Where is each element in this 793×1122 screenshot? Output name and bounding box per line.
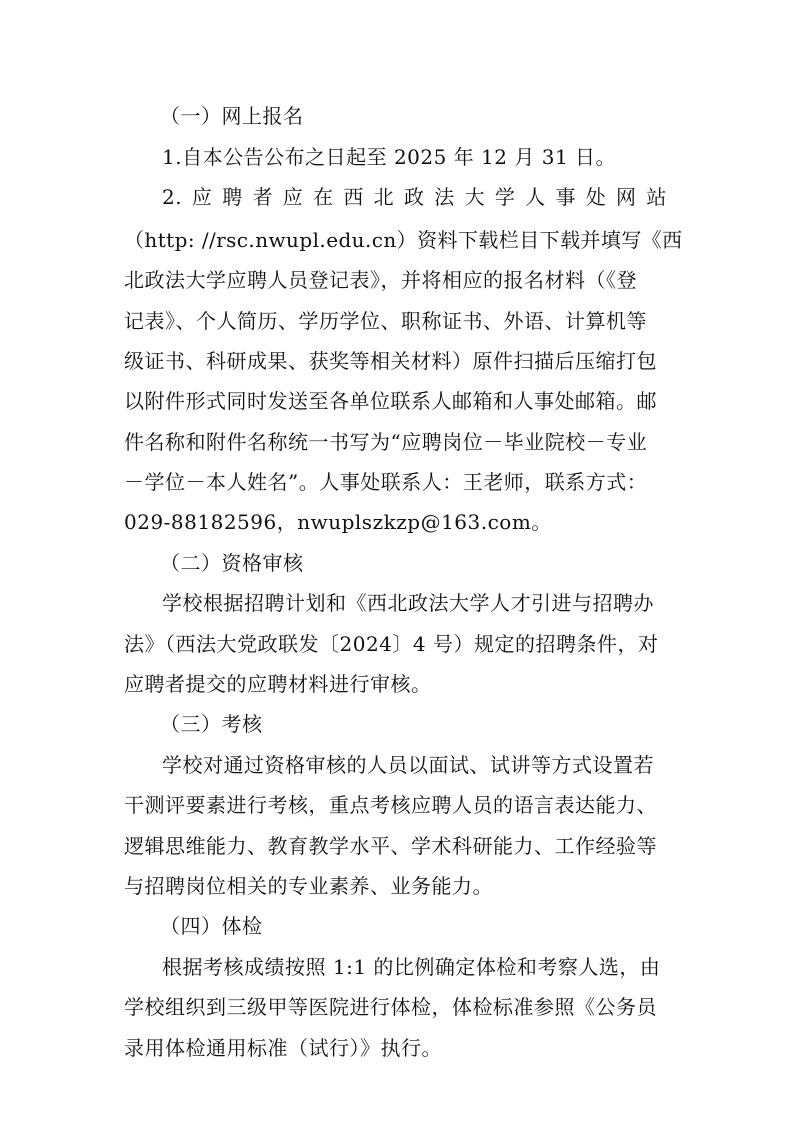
- paragraph-line: 学校根据招聘计划和《西北政法大学人才引进与招聘办: [162, 591, 654, 615]
- paragraph-char: 西: [343, 185, 364, 209]
- paragraph-line: 记表》、个人简历、学历学位、职称证书、外语、计算机等: [124, 309, 647, 333]
- paragraph-char: 应: [282, 185, 304, 209]
- paragraph-char: 处: [585, 185, 607, 209]
- paragraph-char: 人: [525, 185, 546, 209]
- paragraph-line: 学校组织到三级甲等医院进行体检，体检标准参照《公务员: [124, 995, 657, 1019]
- paragraph-line: （http: //rsc.nwupl.edu.cn）资料下载栏目下载并填写《西: [124, 228, 683, 252]
- section-heading-online-registration: （一）网上报名: [160, 104, 304, 128]
- paragraph-line: 级证书、科研成果、获奖等相关材料）原件扫描后压缩打包: [124, 349, 657, 373]
- paragraph-line: 与招聘岗位相关的专业素养、业务能力。: [124, 874, 493, 898]
- section-heading-medical-exam: （四）体检: [160, 914, 263, 938]
- paragraph-line: 1.自本公告公布之日起至 2025 年 12 月 31 日。: [162, 145, 617, 169]
- section-heading-assessment: （三）考核: [160, 712, 263, 736]
- paragraph-char: 应: [191, 185, 213, 209]
- paragraph-line: 法》（西法大党政联发〔2024〕4 号）规定的招聘条件，对: [124, 632, 659, 656]
- paragraph-char: 站: [646, 185, 667, 209]
- paragraph-line: 根据考核成绩按照 1:1 的比例确定体检和考察人选，由: [162, 955, 661, 979]
- paragraph-line: 件名称和附件名称统一书写为“应聘岗位－毕业院校－专业: [124, 430, 648, 454]
- paragraph-char: 2.: [162, 185, 183, 209]
- paragraph-char: 者: [252, 185, 273, 209]
- paragraph-char: 政: [403, 185, 425, 209]
- paragraph-line: 应聘者提交的应聘材料进行审核。: [124, 672, 432, 696]
- paragraph-char: 聘: [222, 185, 243, 209]
- paragraph-char: 网: [616, 185, 637, 209]
- paragraph-char: 事: [555, 185, 576, 209]
- paragraph-char: 在: [313, 185, 334, 209]
- paragraph-line: 录用体检通用标准（试行）》执行。: [124, 1036, 442, 1060]
- paragraph-char: 大: [464, 185, 486, 209]
- paragraph-line: －学位－本人姓名”。人事处联系人：王老师，联系方式：: [124, 470, 648, 494]
- paragraph-char: 学: [494, 185, 516, 209]
- paragraph-line: [162, 185, 667, 209]
- paragraph-line: 逻辑思维能力、教育教学水平、学术科研能力、工作经验等: [124, 834, 657, 858]
- paragraph-char: 北: [373, 185, 395, 209]
- paragraph-line: 干测评要素进行考核，重点考核应聘人员的语言表达能力、: [124, 793, 657, 817]
- paragraph-line: 以附件形式同时发送至各单位联系人邮箱和人事处邮箱。邮: [124, 389, 657, 413]
- paragraph-line: 学校对通过资格审核的人员以面试、试讲等方式设置若: [162, 753, 654, 777]
- paragraph-char: 法: [434, 185, 455, 209]
- section-heading-qualification-review: （二）资格审核: [160, 551, 304, 575]
- paragraph-line: 北政法大学应聘人员登记表》，并将相应的报名材料（《登: [124, 268, 637, 292]
- contact-line: 029-88182596，nwuplszkzp@163.com。: [124, 510, 552, 534]
